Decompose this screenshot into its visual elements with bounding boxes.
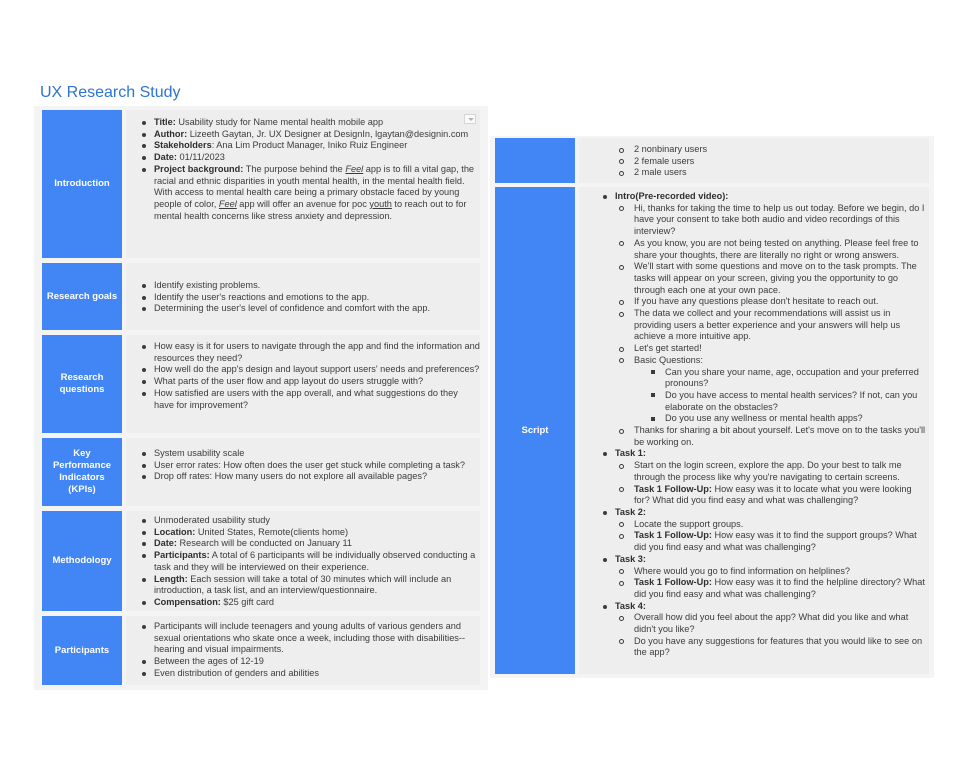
list-item: How satisfied are users with the app overall, and what suggestions do they have for improvement? [126, 388, 480, 411]
list-item: Location: United States, Remote(clients home) [126, 527, 480, 539]
list-item: Hi, thanks for taking the time to help us out today. Before we begin, do I have your consent to take both audio and video recordings of this interview? [587, 203, 929, 238]
list-item: 2 male users [587, 167, 929, 179]
intro-author-item: Author: Lizeeth Gaytan, Jr. UX Designer at DesignIn, lgaytan@designin.com [126, 129, 480, 141]
list-item: Thanks for sharing a bit about yourself. Let's move on to the tasks you'll be working on. [587, 425, 929, 448]
participants-row [42, 616, 480, 685]
list-item: Where would you go to find information on helplines? [587, 566, 929, 578]
right-script-table [490, 136, 934, 678]
methodology-row [42, 511, 480, 611]
participants-label: Participants [42, 616, 122, 685]
list-item: Task 1 Follow-Up: How easy was it to find the helpline directory? What did you find easy and what was challenging? [587, 577, 929, 600]
research-goals-label: Research goals [42, 263, 122, 330]
list-item: Task 1 Follow-Up: How easy was it to find the support groups? What did you find easy and what was challenging? [587, 530, 929, 553]
research-goals-row [42, 263, 480, 330]
list-item: Participants: A total of 6 participants will be individually observed conducting a task and they will be interviewed on their experience. [126, 550, 480, 573]
list-item: Date: Research will be conducted on January 11 [126, 538, 480, 550]
list-item: Locate the support groups. [587, 519, 929, 531]
list-item: Do you have access to mental health services? If not, can you elaborate on the obstacles? [587, 390, 929, 413]
list-item: The data we collect and your recommendations will assist us in providing users a better experience and your answers will help us achieve a more intuitive app. [587, 308, 929, 343]
list-item: Identify the user's reactions and emotions to the app. [126, 292, 480, 304]
list-item: Do you use any wellness or mental health apps? [587, 413, 929, 425]
introduction-label: Introduction [42, 110, 122, 258]
methodology-content [126, 511, 480, 611]
list-item: System usability scale [126, 448, 480, 460]
intro-background-item: Project background: The purpose behind the Feel app is to fill a vital gap, the racial and ethnic disparities in youth mental health, in the mental health field. With access to mental health care being a primary obstacle faced by young people of color, Feel app will offer an avenue for poc youth to reach out to for mental health concerns like stress anxiety and depression. [126, 164, 480, 223]
script-content [579, 187, 929, 674]
list-item: Basic Questions: Can you share your name, age, occupation and your preferred pronouns? Do you have access to mental health services? If not, can you elaborate on the obstacles? Do you use any wellness or mental health apps? [587, 355, 929, 425]
participants-continued-label [495, 138, 575, 183]
list-item: What parts of the user flow and app layout do users struggle with? [126, 376, 480, 388]
list-item: Compensation: $25 gift card [126, 597, 480, 609]
list-item: As you know, you are not being tested on anything. Please feel free to share your thoughts, there are literally no right or wrong answers. [587, 238, 929, 261]
script-task2-item: Task 2: Locate the support groups. Task 1 Follow-Up: How easy was it to find the support groups? What did you find easy and what was challenging? [587, 507, 929, 554]
intro-title-item: Title: Usability study for Name mental health mobile app [126, 117, 480, 129]
list-item: Participants will include teenagers and young adults of various genders and sexual orientations who skate once a week, including those with disabilities--hearing and visual impairments. [126, 621, 480, 656]
list-item: Overall how did you feel about the app? What did you like and what didn't you like? [587, 612, 929, 635]
research-questions-row [42, 335, 480, 433]
participants-content [126, 616, 480, 685]
list-item: How easy is it for users to navigate through the app and find the information and resources they need? [126, 341, 480, 364]
list-item: Identify existing problems. [126, 280, 480, 292]
intro-date-item: Date: 01/11/2023 [126, 152, 480, 164]
list-item: 2 nonbinary users [587, 144, 929, 156]
research-questions-content [126, 335, 480, 433]
kpis-row [42, 438, 480, 506]
list-item: Determining the user's level of confidence and comfort with the app. [126, 303, 480, 315]
list-item: Let's get started! [587, 343, 929, 355]
list-item: Between the ages of 12-19 [126, 656, 480, 668]
research-questions-label: Research questions [42, 335, 122, 433]
participants-continued-row [495, 138, 929, 183]
list-item: We'll start with some questions and move on to the task prompts. The tasks will appear on your screen, giving you the opportunity to go through each one at your own pace. [587, 261, 929, 296]
list-item: 2 female users [587, 156, 929, 168]
list-item: Unmoderated usability study [126, 515, 480, 527]
script-task1-item: Task 1: Start on the login screen, explore the app. Do your best to talk me through the process like why you're navigating to certain screens. Task 1 Follow-Up: How easy was it to locate what you were looking for? What did you find easy and what was challenging? [587, 448, 929, 507]
list-item: Even distribution of genders and abilities [126, 668, 480, 680]
list-item: How well do the app's design and layout support users' needs and preferences? [126, 364, 480, 376]
research-goals-content [126, 263, 480, 330]
script-label: Script [495, 187, 575, 674]
script-intro-item: Intro(Pre-recorded video): Hi, thanks for taking the time to help us out today. Before we begin, do I have your consent to take both audio and video recordings of this interview? As you know, you are not being tested on anything. Please feel free to share your thoughts, there are literally no right or wrong answers. We'll start with some questions and move on to the task prompts. The tasks will appear on your screen, giving you the opportunity to go through each one at your own pace. If you have any questions please don't hesitate to reach out. The data we collect and your recommendations will assist us in providing users a better experience and your answers will help us achieve a more intuitive app. Let's get started! Basic Questions: Can you share your name, age, occupation and your preferred pronouns? Do you have access to mental health services? If not, can you elaborate on the obstacles? Do you use any wellness or mental health apps? Thanks for sharing a bit about yourself. Let's move on to the tasks you'll be working on. [587, 191, 929, 448]
left-research-table [34, 106, 488, 690]
list-item: User error rates: How often does the user get stuck while completing a task? [126, 460, 480, 472]
script-task3-item: Task 3: Where would you go to find information on helplines? Task 1 Follow-Up: How easy was it to find the helpline directory? What did you find easy and what was challenging? [587, 554, 929, 601]
kpis-content [126, 438, 480, 506]
participants-continued-content [579, 138, 929, 183]
page-title: UX Research Study [40, 84, 181, 101]
list-item: Length: Each session will take a total of 30 minutes which will include an introduction, a task list, and an interview/questionnaire. [126, 574, 480, 597]
script-row [495, 187, 929, 674]
list-item: Drop off rates: How many users do not explore all available pages? [126, 471, 480, 483]
introduction-content [126, 110, 480, 258]
list-item: Start on the login screen, explore the app. Do your best to talk me through the process like why you're navigating to certain screens. [587, 460, 929, 483]
script-task4-item: Task 4: Overall how did you feel about the app? What did you like and what didn't you like? Do you have any suggestions for features that you would like to see on the app? [587, 601, 929, 660]
list-item: Do you have any suggestions for features that you would like to see on the app? [587, 636, 929, 659]
list-item: If you have any questions please don't hesitate to reach out. [587, 296, 929, 308]
list-item: Task 1 Follow-Up: How easy was it to locate what you were looking for? What did you find easy and what was challenging? [587, 484, 929, 507]
kpis-label: Key Performance Indicators (KPIs) [42, 438, 122, 506]
intro-stakeholders-item: Stakeholders: Ana Lim Product Manager, Iniko Ruiz Engineer [126, 140, 480, 152]
methodology-label: Methodology [42, 511, 122, 611]
list-item: Can you share your name, age, occupation and your preferred pronouns? [587, 367, 929, 390]
introduction-row [42, 110, 480, 258]
